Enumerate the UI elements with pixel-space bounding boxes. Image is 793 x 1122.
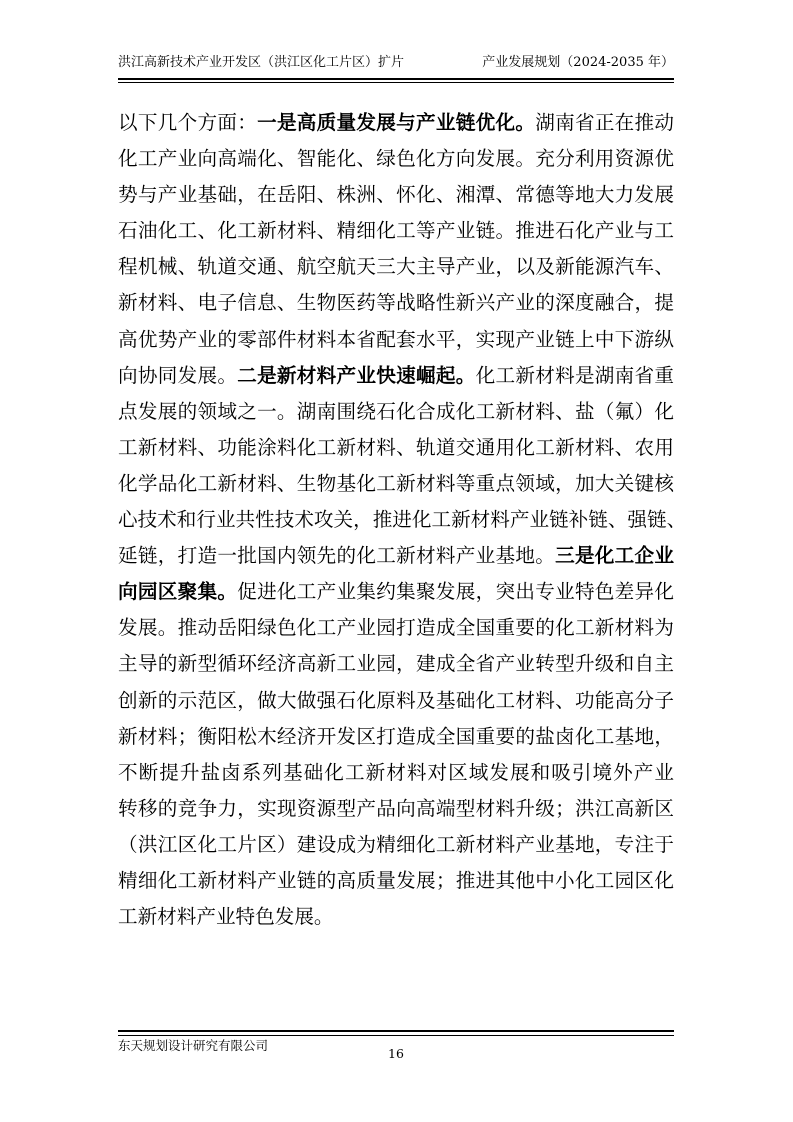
- body-text-segment: 发展。推动岳阳绿色化工产业园打造成全国重要的化工新材料为: [118, 616, 674, 640]
- body-line: [118, 249, 674, 285]
- body-line: [118, 502, 687, 538]
- body-text-segment: 向协同发展。: [118, 363, 238, 387]
- body-text-segment: 化工产业向高端化、智能化、绿色化方向发展。充分利用资源优: [118, 147, 674, 171]
- body-line: [118, 141, 674, 177]
- body-line: [118, 322, 674, 358]
- body-line: [118, 538, 674, 574]
- body-text-segment: 创新的示范区，做大做强石化原料及基础化工材料、功能高分子: [118, 688, 674, 712]
- body-text-segment: 化工新材料是湖南省重: [475, 363, 675, 387]
- body-text-segment: 促进化工产业集约集聚发展，突出专业特色差异化: [237, 580, 675, 604]
- body-line: [118, 863, 674, 899]
- body-text: [118, 105, 687, 935]
- body-line: [118, 213, 674, 249]
- page-header: [118, 51, 674, 75]
- body-text-segment: 石油化工、化工新材料、精细化工等产业链。推进石化产业与工: [118, 219, 674, 243]
- header-document-title: 洪江高新技术产业开发区（洪江区化工片区）扩片: [118, 55, 405, 70]
- body-line: [118, 177, 674, 213]
- body-text-segment: 精细化工新材料产业链的高质量发展；推进其他中小化工园区化: [118, 868, 674, 892]
- bold-heading-text: 向园区聚集。: [118, 580, 238, 604]
- body-text-segment: 化学品化工新材料、生物基化工新材料等重点领域，加大关键核: [118, 471, 674, 495]
- body-line: [118, 430, 674, 466]
- bold-heading-text: 三是化工企业: [555, 544, 675, 568]
- bold-heading-text: 二是新材料产业快速崛起。: [237, 363, 476, 387]
- header-plan-period: 产业发展规划（2024-2035 年）: [482, 55, 674, 70]
- body-text-segment: 新材料、电子信息、生物医药等战略性新兴产业的深度融合，提: [118, 291, 674, 315]
- body-line: [118, 791, 674, 827]
- body-text-segment: 新材料；衡阳松木经济开发区打造成全国重要的盐卤化工基地，: [118, 724, 674, 748]
- body-line: [118, 105, 674, 141]
- body-text-segment: （洪江区化工片区）建设成为精细化工新材料产业基地，专注于: [118, 832, 674, 856]
- body-text-segment: 心技术和行业共性技术攻关，推进化工新材料产业链补链、强链、: [118, 508, 687, 532]
- body-line: [118, 755, 674, 791]
- body-text-segment: 工新材料产业特色发展。: [118, 905, 334, 929]
- body-line: [118, 899, 674, 935]
- body-line: [118, 285, 674, 321]
- page-number: 16: [388, 1046, 404, 1061]
- body-line: [118, 646, 674, 682]
- body-text-segment: 不断提升盐卤系列基础化工新材料对区域发展和吸引境外产业: [118, 760, 674, 784]
- footer-company-name: 东天规划设计研究有限公司: [118, 1038, 269, 1053]
- body-line: [118, 719, 674, 755]
- body-line: [118, 466, 674, 502]
- body-text-segment: 势与产业基础，在岳阳、株洲、怀化、湘潭、常德等地大力发展: [118, 183, 674, 207]
- header-rule-thick: [118, 78, 674, 80]
- body-line: [118, 394, 674, 430]
- footer-rule-thick: [118, 1030, 674, 1032]
- body-text-segment: 主导的新型循环经济高新工业园，建成全省产业转型升级和自主: [118, 652, 674, 676]
- body-line: [118, 827, 674, 863]
- body-line: [118, 610, 674, 646]
- body-text-segment: 工新材料、功能涂料化工新材料、轨道交通用化工新材料、农用: [118, 435, 674, 459]
- body-line: [118, 358, 674, 394]
- body-text-segment: 湖南省正在推动: [535, 111, 675, 134]
- body-text-segment: 高优势产业的零部件材料本省配套水平，实现产业链上中下游纵: [118, 327, 674, 351]
- header-rule-thin: [118, 82, 674, 83]
- body-line: [118, 683, 674, 719]
- body-line: [118, 574, 674, 610]
- body-text-segment: 程机械、轨道交通、航空航天三大主导产业，以及新能源汽车、: [118, 255, 674, 279]
- body-text-segment: 以下几个方面：: [118, 111, 258, 134]
- body-text-segment: 延链，打造一批国内领先的化工新材料产业基地。: [118, 544, 556, 568]
- bold-heading-text: 一是高质量发展与产业链优化。: [257, 111, 536, 134]
- body-text-segment: 转移的竞争力，实现资源型产品向高端型材料升级；洪江高新区: [118, 796, 674, 820]
- body-text-segment: 点发展的领域之一。湖南围绕石化合成化工新材料、盐（氟）化: [118, 399, 674, 423]
